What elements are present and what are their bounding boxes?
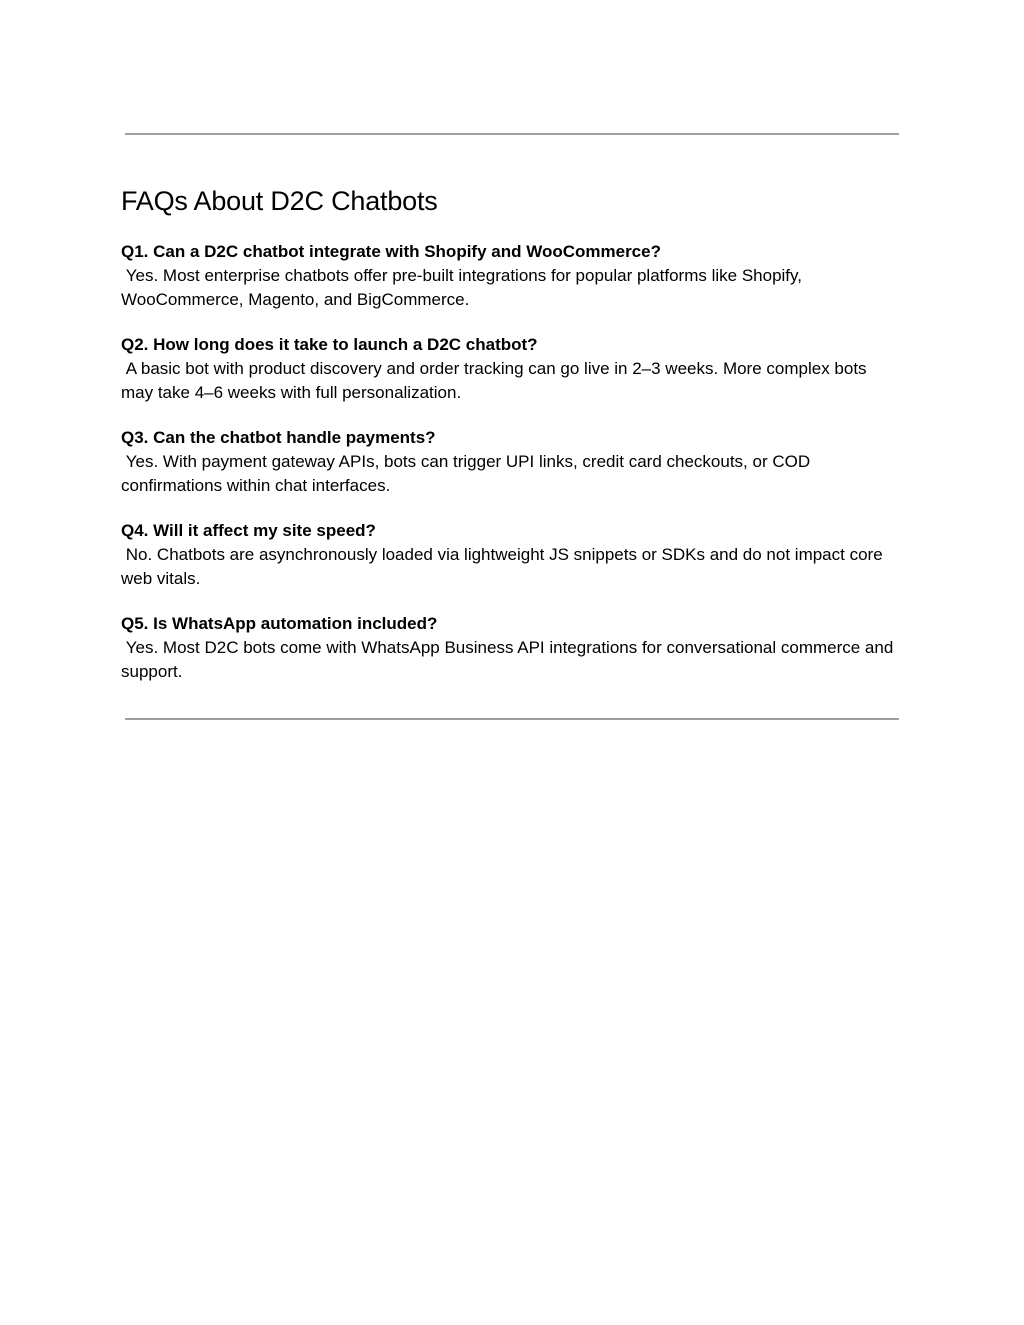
faq-list	[121, 240, 901, 684]
faq-section	[121, 182, 901, 705]
faq-question: Q3. Can the chatbot handle payments?	[121, 428, 436, 447]
top-divider	[125, 133, 899, 135]
faq-answer: Yes. With payment gateway APIs, bots can trigger UPI links, credit card checkouts, or COD confirmations within chat interfaces.	[121, 452, 815, 495]
bottom-divider	[125, 718, 899, 720]
faq-question: Q2. How long does it take to launch a D2C chatbot?	[121, 335, 538, 354]
faq-answer: A basic bot with product discovery and order tracking can go live in 2–3 weeks. More complex bots may take 4–6 weeks with full personalization.	[121, 359, 872, 402]
faq-question: Q4. Will it affect my site speed?	[121, 521, 376, 540]
faq-item-4	[121, 519, 901, 591]
faq-item-3	[121, 426, 901, 498]
faq-question: Q5. Is WhatsApp automation included?	[121, 614, 438, 633]
faq-answer: No. Chatbots are asynchronously loaded via lightweight JS snippets or SDKs and do not impact core web vitals.	[121, 545, 888, 588]
faq-item-1	[121, 240, 901, 312]
faq-question: Q1. Can a D2C chatbot integrate with Shopify and WooCommerce?	[121, 242, 661, 261]
faq-answer: Yes. Most D2C bots come with WhatsApp Business API integrations for conversational commerce and support.	[121, 638, 899, 681]
faq-item-5	[121, 612, 901, 684]
page-title: FAQs About D2C Chatbots	[121, 186, 438, 216]
faq-item-2	[121, 333, 901, 405]
faq-answer: Yes. Most enterprise chatbots offer pre-built integrations for popular platforms like Shopify, WooCommerce, Magento, and BigCommerce.	[121, 266, 807, 309]
